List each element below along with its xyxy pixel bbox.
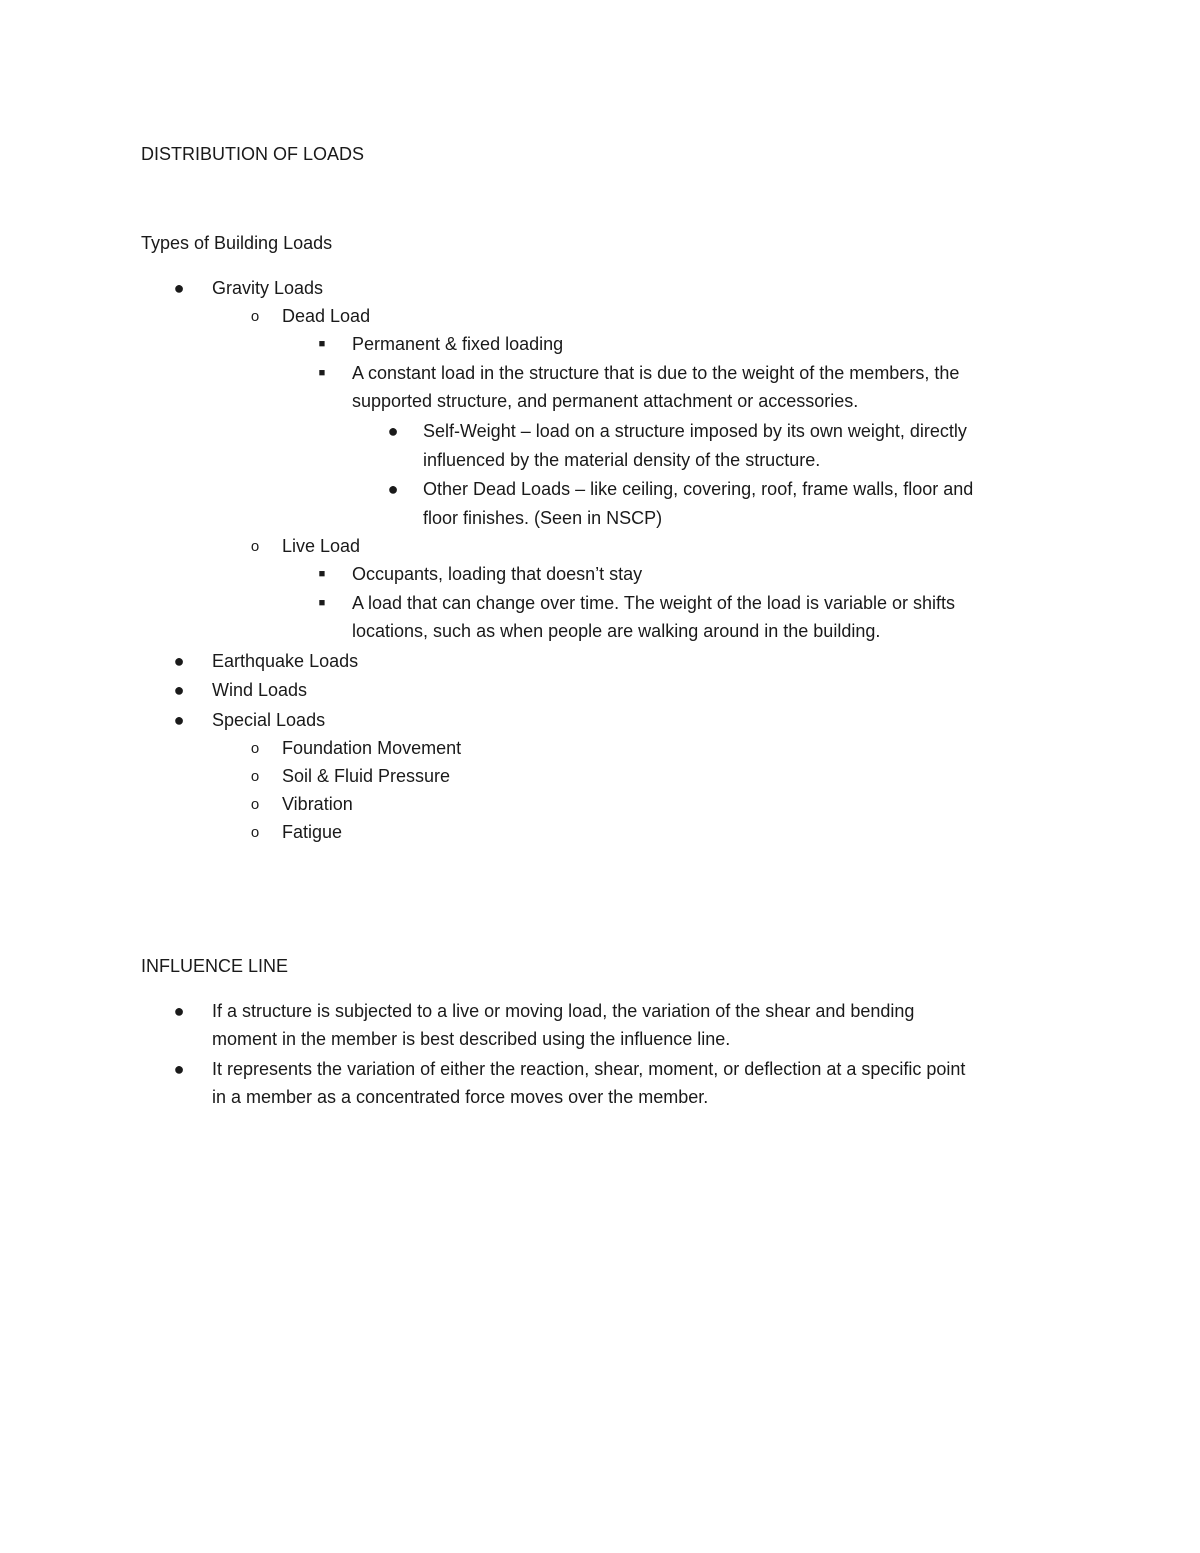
list-item-dead-1: Permanent & fixed loading [352,334,564,354]
bullet-icon: ● [173,680,185,700]
list-item-other-dead-line1: Other Dead Loads – like ceiling, covering, roof, frame walls, floor and [423,479,974,499]
list-item-live-2-line2: locations, such as when people are walking around in the building. [352,621,881,641]
bullet-icon: ● [173,651,185,671]
list-item-other-dead-line2: floor finishes. (Seen in NSCP) [423,508,663,528]
bullet-icon: o [250,824,260,841]
list-item-live-1: Occupants, loading that doesn’t stay [352,564,643,584]
list-item-earthquake-loads: Earthquake Loads [212,651,359,671]
list-item-vibration: Vibration [282,794,353,814]
bullet-icon: o [250,740,260,757]
bullet-icon: ● [173,1059,185,1079]
bullet-icon: ● [387,421,399,441]
list-item-dead-2-line1: A constant load in the structure that is due to the weight of the members, the [352,363,960,383]
list-item-influence-1-line1: If a structure is subjected to a live or moving load, the variation of the shear and bending [212,1001,915,1021]
bullet-icon: o [250,308,260,325]
bullet-icon: o [250,768,260,785]
section-heading-types: Types of Building Loads [141,233,333,253]
list-item-wind-loads: Wind Loads [212,680,308,700]
list-item-influence-2-line1: It represents the variation of either the reaction, shear, moment, or deflection at a specific point [212,1059,966,1079]
bullet-icon: ■ [318,597,326,609]
bullet-icon: ■ [318,568,326,580]
list-item-influence-2-line2: in a member as a concentrated force moves over the member. [212,1087,709,1107]
bullet-icon: ● [173,1001,185,1021]
list-item-soil-fluid-pressure: Soil & Fluid Pressure [282,766,451,786]
bullet-icon: ■ [318,338,326,350]
list-item-self-weight-line2: influenced by the material density of the structure. [423,450,821,470]
bullet-icon: ● [173,278,185,298]
list-item-special-loads: Special Loads [212,710,326,730]
list-item-live-load: Live Load [282,536,361,556]
bullet-icon: o [250,796,260,813]
bullet-icon: o [250,538,260,555]
document-title: DISTRIBUTION OF LOADS [141,144,365,164]
list-item-self-weight-line1: Self-Weight – load on a structure imposed by its own weight, directly [423,421,967,441]
section-heading-influence-line: INFLUENCE LINE [141,956,289,976]
bullet-icon: ■ [318,367,326,379]
list-item-dead-load: Dead Load [282,306,371,326]
bullet-icon: ● [387,479,399,499]
list-item-gravity-loads: Gravity Loads [212,278,324,298]
bullet-icon: ● [173,710,185,730]
list-item-live-2-line1: A load that can change over time. The weight of the load is variable or shifts [352,593,956,613]
list-item-influence-1-line2: moment in the member is best described using the influence line. [212,1029,731,1049]
list-item-foundation-movement: Foundation Movement [282,738,462,758]
list-item-fatigue: Fatigue [282,822,343,842]
list-item-dead-2-line2: supported structure, and permanent attachment or accessories. [352,391,859,411]
